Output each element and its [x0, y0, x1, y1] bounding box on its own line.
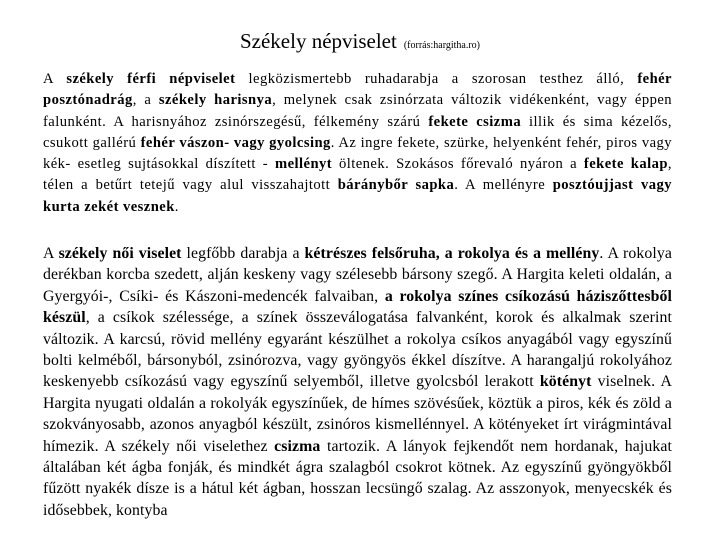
text-run: . A mellényre [454, 177, 553, 194]
page-title: Székely népviselet [239, 29, 397, 53]
text-run: , a csíkok szélessége, a színek összeválogatása falvanként, korok és alkalmak szerint változik. A karcsú, rövid mellény egyaránt készülhet a rokolya csíkos anyagából vagy egyszínű bolti kelméből, bársonyból, zsinórozva, vagy gyöngyös ékkel díszítve. A harangaljú rokolyához keskenyebb csíkozású vagy egyszínű selyemből, illetve gyolcsból lerakott [43, 309, 672, 391]
text-run: A [43, 71, 67, 87]
bold-term: csizma [274, 437, 321, 455]
bold-term: fekete kalap [583, 156, 668, 173]
text-run: legfőbb darabja a [181, 245, 305, 262]
text-run: , a [132, 92, 159, 109]
paragraph-mens-costume [43, 69, 672, 218]
bold-term: kötényt [539, 373, 592, 391]
text-run: , melynek csak zsinórzata változik vidékenként, vagy éppen falunként. A harisnyához zsinórszegésű, félkemény szárú [43, 92, 672, 130]
title-row [0, 29, 720, 54]
text-run: viselnek. A Hargita nyugati oldalán a rokolyák egyszínűek, de hímes szövésűek, köztük a piros, kék és zöld a szokványosabb, azonos anyagból készült, zsinóros kismellénnyel. A kötényeket írt virágmintával hímezik. A székely női viselethez [43, 373, 672, 455]
bold-term: fekete csizma [428, 113, 522, 130]
text-run: A [43, 245, 59, 262]
bold-term: székely harisnya [158, 92, 273, 109]
text-run: tartozik. A lányok fejkendőt nem hordanak, hajukat általában két ágba fonják, és mindkét ágra szalagból csokrot kötnek. Az egyszínű gyöngyökből fűzött nyakék dísze is a hátul két ágban, hosszan lecsüngő szalag. Az asszonyok, menyecskék és idősebbek, kontyba [43, 437, 672, 519]
bold-term: székely férfi népviselet [66, 71, 236, 87]
text-run: . [174, 198, 179, 215]
text-run: , télen a betűrt tetejű vagy alul visszahajtott [43, 156, 672, 194]
text-run: legközismertebb ruhadarabja a szorosan testhez álló, [235, 71, 638, 87]
text-run: . Az ingre fekete, szürke, helyenként fehér, piros vagy kék- esetleg sujtásokkal díszített - [43, 134, 672, 173]
bold-term: a rokolya színes csíkozású háziszőttesből készül [43, 287, 672, 327]
bold-term: posztóujjast vagy kurta zekét vesznek [43, 177, 672, 215]
bold-term: báránybőr sapka [337, 177, 455, 194]
source-note: (forrás:hargitha.ro) [403, 40, 481, 51]
bold-term: székely női viselet [58, 245, 182, 262]
bold-term: fehér vászon- vagy gyolcsing [140, 134, 331, 151]
text-run: illik és sima kézelős, csukott gallérú [43, 113, 672, 151]
paragraph-womens-costume [43, 243, 672, 521]
bold-term: fehér posztónadrág [43, 71, 672, 109]
bold-term: mellényt [275, 156, 333, 173]
bold-term: kétrészes felsőruha, a rokolya és a mellény [304, 245, 600, 262]
text-run: öltenek. Szokásos főrevaló nyáron a [332, 156, 584, 173]
text-run: . A rokolya derékban korcba szedett, alján keskeny vagy szélesebb bársony szegő. A Hargita keleti oldalán, a Gyergyói-, Csíki- és Kászoni-medencék falvaiban, [43, 245, 672, 305]
